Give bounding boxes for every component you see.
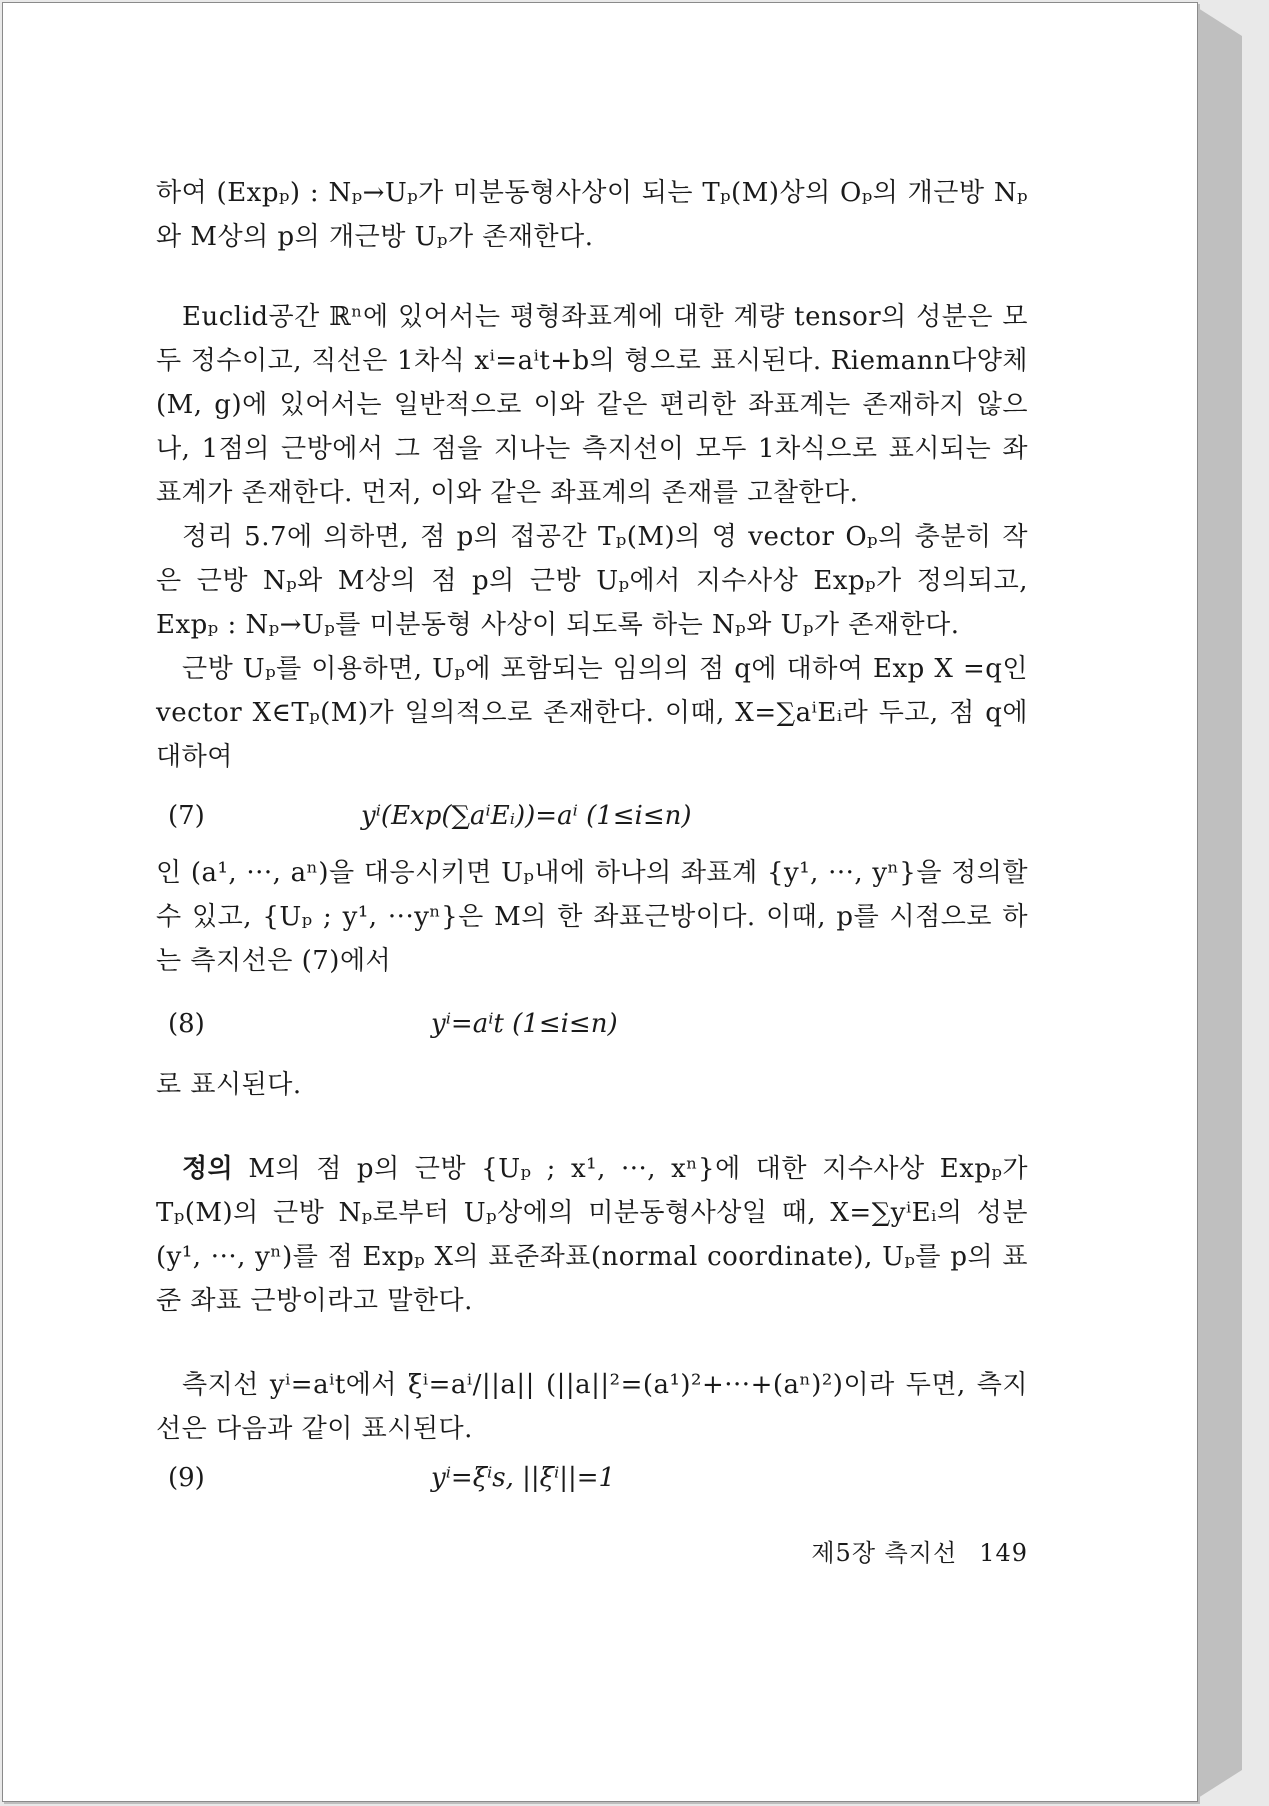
paragraph-3: 정리 5.7에 의하면, 점 p의 접공간 Tₚ(M)의 영 vector Oₚ의 충분히 작은 근방 Nₚ와 M상의 점 p의 근방 Uₚ에서 지수사상 Expₚ가 정의되고, Expₚ : Nₚ→Uₚ를 미분동형 사상이 되도록 하는 Nₚ와 Uₚ가 존재한다. xyxy=(156,522,1028,640)
definition-text: M의 점 p의 근방 {Uₚ ; x¹, ···, xⁿ}에 대한 지수사상 Expₚ가 Tₚ(M)의 근방 Nₚ로부터 Uₚ상에의 미분동형사상일 때, X=∑yⁱEᵢ의 성분 (y¹, ···, yⁿ)를 점 Expₚ X의 표준좌표(normal coordinate), Uₚ를 p의 표준 좌표 근방이라고 말한다. xyxy=(156,1154,1029,1316)
equation-expression: yⁱ=ξⁱs, ||ξⁱ||=1 xyxy=(431,1463,616,1493)
paragraph-5: 인 (a¹, ···, aⁿ)을 대응시키면 Uₚ내에 하나의 좌표계 {y¹, ···, yⁿ}을 정의할 수 있고, {Uₚ ; y¹, ···yⁿ}은 M의 한 좌표근방이다. 이때, p를 시점으로 하는 측지선은 (7)에서 xyxy=(156,858,1028,976)
book-page xyxy=(2,2,1198,1802)
paragraph-1: 하여 (Expₚ) : Nₚ→Uₚ가 미분동형사상이 되는 Tₚ(M)상의 Oₚ의 개근방 Nₚ와 M상의 p의 개근방 Uₚ가 존재한다. xyxy=(156,178,1028,252)
page-content xyxy=(156,171,1028,1575)
book-spine-edge xyxy=(1198,8,1242,1798)
paragraph-2: Euclid공간 ℝⁿ에 있어서는 평형좌표계에 대한 계량 tensor의 성분은 모두 정수이고, 직선은 1차식 xⁱ=aⁱt+b의 형으로 표시된다. Riemann다양체 (M, g)에 있어서는 일반적으로 이와 같은 편리한 좌표계는 존재하지 않으나, 1점의 근방에서 그 점을 지나는 측지선이 모두 1차식으로 표시되는 좌표계가 존재한다. 먼저, 이와 같은 좌표계의 존재를 고찰한다. xyxy=(156,302,1028,508)
equation-number: (7) xyxy=(168,801,205,831)
definition-term: 정의 xyxy=(182,1154,234,1184)
equation-expression: yⁱ(Exp(∑aⁱEᵢ))=aⁱ (1≤i≤n) xyxy=(361,801,692,831)
definition-paragraph xyxy=(156,1147,1028,1323)
paragraph-4: 근방 Uₚ를 이용하면, Uₚ에 포함되는 임의의 점 q에 대하여 Exp X =q인 vector X∈Tₚ(M)가 일의적으로 존재한다. 이때, X=∑aⁱEᵢ라 두고, 점 q에 대하여 xyxy=(156,654,1028,772)
page-footer xyxy=(156,1531,1028,1575)
paragraph-6: 로 표시된다. xyxy=(156,1070,302,1100)
equation-8 xyxy=(156,1001,1028,1047)
equation-9 xyxy=(156,1455,1028,1501)
equation-number: (9) xyxy=(168,1463,205,1493)
equation-7 xyxy=(156,793,1028,839)
equation-number: (8) xyxy=(168,1009,205,1039)
page-number: 149 xyxy=(979,1539,1028,1567)
equation-expression: yⁱ=aⁱt (1≤i≤n) xyxy=(431,1009,618,1039)
chapter-label: 제5장 측지선 xyxy=(811,1539,958,1567)
paragraph-8: 측지선 yⁱ=aⁱt에서 ξⁱ=aⁱ/||a|| (||a||²=(a¹)²+···+(aⁿ)²)이라 두면, 측지선은 다음과 같이 표시된다. xyxy=(156,1370,1028,1444)
